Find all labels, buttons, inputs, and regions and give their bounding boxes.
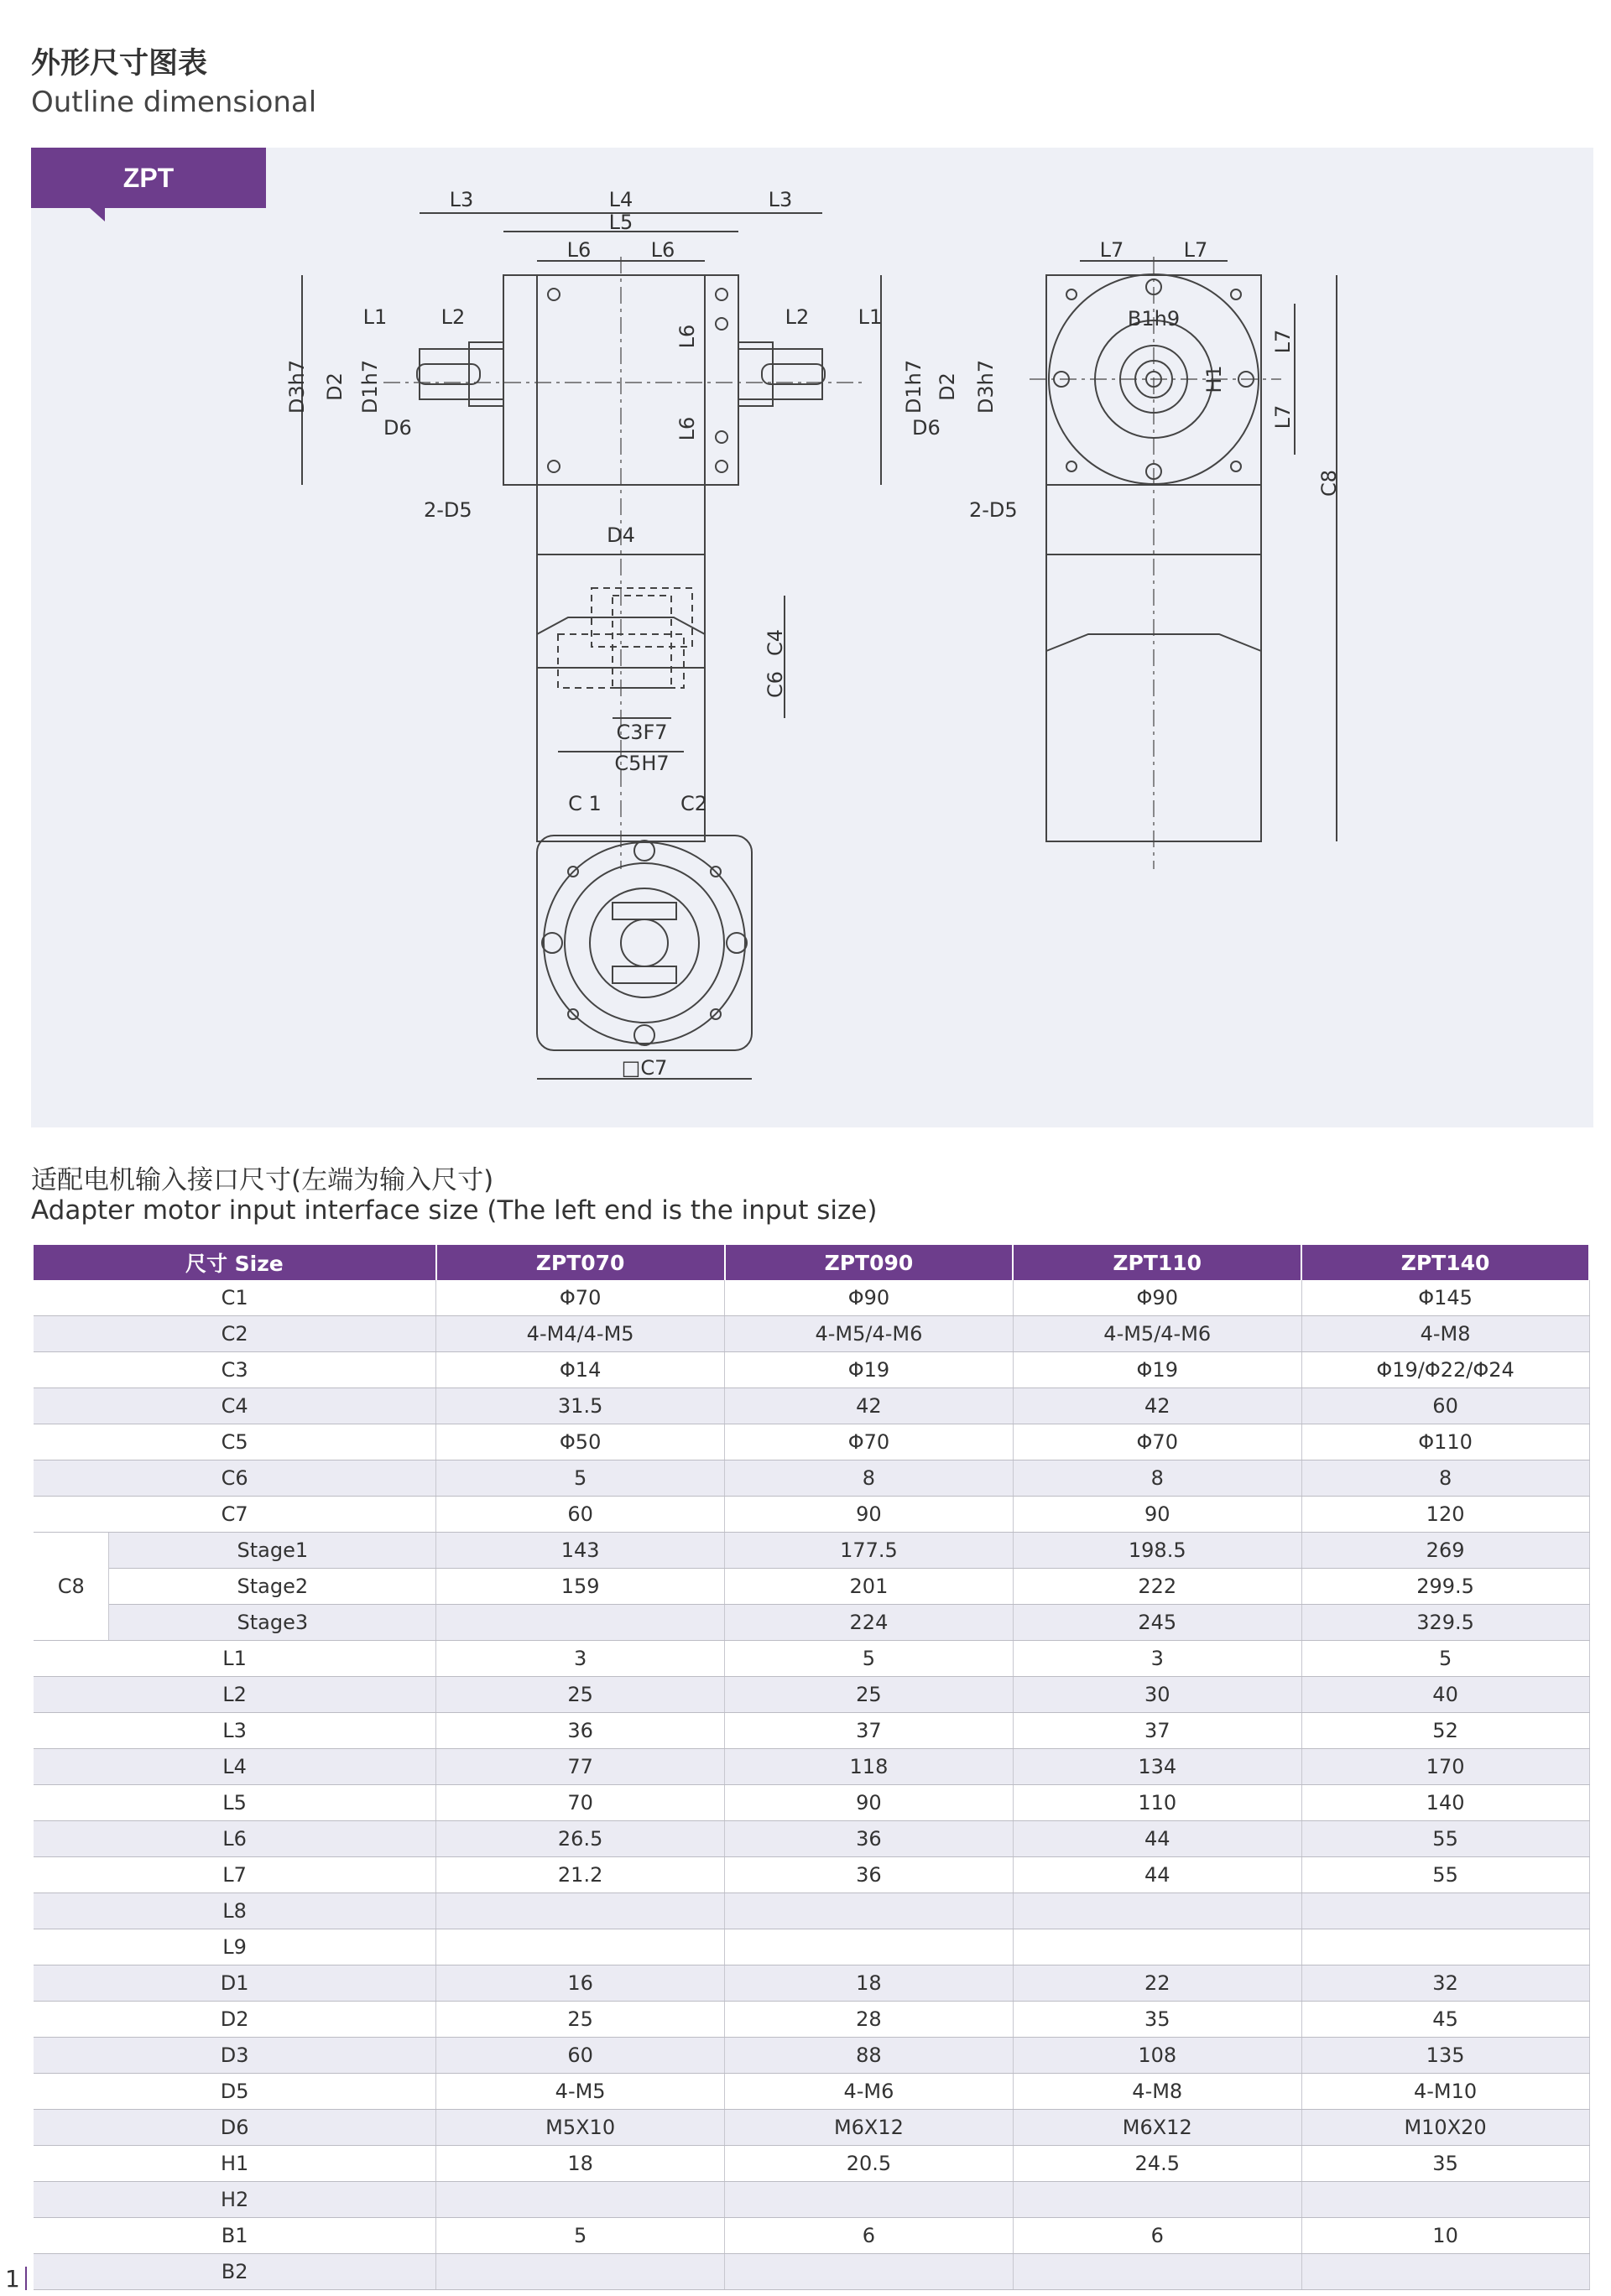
row-label: C6 [34,1460,436,1497]
row-label: L4 [34,1749,436,1785]
row-label: D3 [34,2038,436,2074]
table-row [34,2182,1589,2218]
table-row [34,1965,1589,2002]
row-label: D5 [34,2074,436,2110]
table-row [34,2002,1589,2038]
table-cell: 21.2 [436,1857,725,1893]
table-cell: 222 [1013,1569,1301,1605]
table-title-cn: 适配电机输入接口尺寸(左端为输入尺寸) [31,1165,494,1195]
row-label: H1 [34,2146,436,2182]
table-cell: 30 [1013,1677,1301,1713]
table-row [34,1280,1589,1316]
table-cell: 4-M4/4-M5 [436,1316,725,1352]
row-label: L2 [34,1677,436,1713]
table-cell: 177.5 [725,1533,1014,1569]
row-label: B1 [34,2218,436,2254]
section-title-cn: 外形尺寸图表 [31,47,208,81]
outline-drawing [31,148,1593,1127]
table-row [34,1749,1589,1785]
label-C6: C6 [764,670,787,699]
header-zpt140: ZPT140 [1301,1245,1589,1280]
table-cell: 25 [436,1677,725,1713]
table-row [34,1316,1589,1352]
table-cell [1013,1893,1301,1929]
table-cell: Φ90 [1013,1280,1301,1316]
table-cell [725,1893,1014,1929]
table-body [34,1280,1589,2290]
label-L2-right: L2 [785,305,810,329]
table-row [34,1929,1589,1965]
label-L1-left: L1 [362,305,388,329]
row-label: H2 [34,2182,436,2218]
table-cell: 44 [1013,1857,1301,1893]
table-cell: Φ145 [1301,1280,1589,1316]
table-row [34,2038,1589,2074]
table-cell: 224 [725,1605,1014,1641]
header-zpt090: ZPT090 [725,1245,1014,1280]
table-cell: 201 [725,1569,1014,1605]
row-label: L6 [34,1821,436,1857]
table-cell: 55 [1301,1857,1589,1893]
table-cell: 25 [725,1677,1014,1713]
table-cell: 18 [436,2146,725,2182]
technical-drawing-panel [31,148,1593,1127]
table-cell: 170 [1301,1749,1589,1785]
label-C3F7: C3F7 [616,721,668,744]
table-cell: 35 [1301,2146,1589,2182]
table-cell [436,1893,725,1929]
row-label: C5 [34,1424,436,1460]
table-cell: 140 [1301,1785,1589,1821]
table-cell: Φ70 [725,1424,1014,1460]
table-cell: 110 [1013,1785,1301,1821]
table-cell: 45 [1301,2002,1589,2038]
table-cell [436,1605,725,1641]
table-cell: 16 [436,1965,725,2002]
row-label: D6 [34,2110,436,2146]
label-L7-v2: L7 [1271,404,1295,430]
table-cell: 37 [1013,1713,1301,1749]
table-row [34,1893,1589,1929]
header-zpt110: ZPT110 [1013,1245,1301,1280]
table-cell: 60 [1301,1388,1589,1424]
label-C7: □C7 [621,1056,668,1080]
row-label: C3 [34,1352,436,1388]
row-label: D1 [34,1965,436,2002]
table-cell [1301,1893,1589,1929]
row-label: L8 [34,1893,436,1929]
table-cell: 20.5 [725,2146,1014,2182]
table-row [34,1677,1589,1713]
table-row [34,1497,1589,1533]
label-D2-left: D2 [323,372,347,401]
table-cell: 44 [1013,1821,1301,1857]
table-row [34,1857,1589,1893]
table-row [34,2110,1589,2146]
table-cell: M5X10 [436,2110,725,2146]
table-cell: 77 [436,1749,725,1785]
row-label: L3 [34,1713,436,1749]
label-H1: H1 [1202,365,1226,393]
table-row [34,2146,1589,2182]
table-cell [1013,1929,1301,1965]
table-cell: 32 [1301,1965,1589,2002]
table-row [34,2074,1589,2110]
row-label: D2 [34,2002,436,2038]
label-D2-right: D2 [936,372,959,401]
table-cell: 118 [725,1749,1014,1785]
stage-label: Stage1 [109,1533,436,1569]
table-cell: 26.5 [436,1821,725,1857]
table-cell: 159 [436,1569,725,1605]
table-cell: 10 [1301,2218,1589,2254]
table-cell: 4-M5 [436,2074,725,2110]
label-C8: C8 [1317,469,1341,497]
table-cell [1301,2182,1589,2218]
section-title-en: Outline dimensional [31,86,317,119]
table-cell: 60 [436,2038,725,2074]
table-cell [436,2254,725,2290]
label-C4: C4 [764,628,787,657]
table-cell: 55 [1301,1821,1589,1857]
label-D1h7-left: D1h7 [358,359,382,414]
table-cell: 18 [725,1965,1014,2002]
table-cell: 60 [436,1497,725,1533]
table-cell: 5 [725,1641,1014,1677]
label-2-D5-left: 2-D5 [424,498,472,522]
table-cell [725,2182,1014,2218]
table-row [34,2254,1589,2290]
label-L6-b: L6 [650,238,675,262]
table-row [34,2218,1589,2254]
table-cell [436,2182,725,2218]
table-cell: 42 [725,1388,1014,1424]
table-cell: M6X12 [725,2110,1014,2146]
row-label: L5 [34,1785,436,1821]
table-cell: 4-M6 [725,2074,1014,2110]
row-label: C2 [34,1316,436,1352]
table-cell: 4-M8 [1013,2074,1301,2110]
table-cell: 6 [1013,2218,1301,2254]
table-cell: 108 [1013,2038,1301,2074]
table-cell: 198.5 [1013,1533,1301,1569]
table-row [34,1713,1589,1749]
label-L6-v1: L6 [675,324,699,349]
table-row [34,1785,1589,1821]
label-L4: L4 [608,188,633,211]
label-C5H7: C5H7 [614,752,670,775]
table-cell: M6X12 [1013,2110,1301,2146]
table-cell: M10X20 [1301,2110,1589,2146]
table-cell: 4-M8 [1301,1316,1589,1352]
table-cell: 35 [1013,2002,1301,2038]
c8-group-label: C8 [34,1533,109,1641]
table-cell: 8 [1013,1460,1301,1497]
row-label: C4 [34,1388,436,1424]
table-cell [1301,1929,1589,1965]
table-cell: 42 [1013,1388,1301,1424]
table-cell: 269 [1301,1533,1589,1569]
table-cell [725,2254,1014,2290]
table-cell: 135 [1301,2038,1589,2074]
table-row [34,1641,1589,1677]
table-row [34,1460,1589,1497]
table-cell: 4-M10 [1301,2074,1589,2110]
table-row [34,1388,1589,1424]
table-cell: Φ14 [436,1352,725,1388]
row-label: L7 [34,1857,436,1893]
table-cell: 88 [725,2038,1014,2074]
label-C1: C 1 [568,792,602,815]
label-D3h7-left: D3h7 [285,359,309,414]
table-cell: 31.5 [436,1388,725,1424]
page-number-bar [25,2267,27,2290]
table-cell: Φ19 [725,1352,1014,1388]
row-label: L9 [34,1929,436,1965]
table-cell [725,1929,1014,1965]
table-cell: Φ70 [1013,1424,1301,1460]
table-cell: Φ90 [725,1280,1014,1316]
header-size: 尺寸 Size [34,1245,436,1280]
label-L2-left: L2 [441,305,466,329]
table-cell: 37 [725,1713,1014,1749]
table-cell: 120 [1301,1497,1589,1533]
table-cell: 299.5 [1301,1569,1589,1605]
stage-label: Stage2 [109,1569,436,1605]
label-L3-left: L3 [449,188,474,211]
label-D6-right: D6 [912,416,941,440]
table-cell: 5 [436,1460,725,1497]
table-row [34,1424,1589,1460]
row-label: L1 [34,1641,436,1677]
table-cell: 28 [725,2002,1014,2038]
table-cell: 25 [436,2002,725,2038]
label-D6-left: D6 [383,416,412,440]
table-cell: 4-M5/4-M6 [1013,1316,1301,1352]
table-cell: 8 [725,1460,1014,1497]
table-row [34,1569,1589,1605]
table-cell: 3 [436,1641,725,1677]
page-number: 1 [5,2265,20,2293]
table-cell: 8 [1301,1460,1589,1497]
table-cell: 6 [725,2218,1014,2254]
table-cell: 70 [436,1785,725,1821]
label-L6-a: L6 [566,238,592,262]
table-cell: 245 [1013,1605,1301,1641]
table-cell: 4-M5/4-M6 [725,1316,1014,1352]
header-zpt070: ZPT070 [436,1245,725,1280]
table-cell: 90 [725,1497,1014,1533]
label-L1-right: L1 [858,305,883,329]
table-cell: 5 [436,2218,725,2254]
table-cell [1301,2254,1589,2290]
label-L6-v2: L6 [675,416,699,441]
table-cell [1013,2182,1301,2218]
table-cell: 36 [725,1821,1014,1857]
table-header-row [34,1245,1589,1280]
row-label: C1 [34,1280,436,1316]
table-row [34,1821,1589,1857]
model-badge: ZPT [31,148,266,208]
label-L7-v1: L7 [1271,329,1295,354]
table-cell: 24.5 [1013,2146,1301,2182]
table-cell: 134 [1013,1749,1301,1785]
label-L7-a: L7 [1099,238,1124,262]
label-L7-b: L7 [1183,238,1208,262]
table-cell: 90 [1013,1497,1301,1533]
dimension-table [34,1245,1590,2290]
table-row [34,1533,1589,1569]
label-B1h9: B1h9 [1127,307,1181,331]
table-cell: 36 [725,1857,1014,1893]
table-cell: 36 [436,1713,725,1749]
row-label: C7 [34,1497,436,1533]
label-L3-right: L3 [768,188,793,211]
label-C2: C2 [680,792,708,815]
stage-label: Stage3 [109,1605,436,1641]
table-cell: Φ110 [1301,1424,1589,1460]
label-2-D5-right: 2-D5 [969,498,1018,522]
table-row [34,1605,1589,1641]
table-cell: 40 [1301,1677,1589,1713]
row-label: B2 [34,2254,436,2290]
table-cell: 90 [725,1785,1014,1821]
table-cell: Φ70 [436,1280,725,1316]
label-D4: D4 [607,523,635,547]
table-row [34,1352,1589,1388]
table-cell: Φ50 [436,1424,725,1460]
table-title-en: Adapter motor input interface size (The left end is the input size) [31,1195,878,1226]
table-cell [436,1929,725,1965]
table-cell: 3 [1013,1641,1301,1677]
table-cell: 329.5 [1301,1605,1589,1641]
table-cell: 52 [1301,1713,1589,1749]
label-D1h7-right: D1h7 [902,359,925,414]
table-cell: Φ19/Φ22/Φ24 [1301,1352,1589,1388]
label-L5: L5 [608,211,633,234]
table-cell: 22 [1013,1965,1301,2002]
label-D3h7-right: D3h7 [974,359,998,414]
table-cell: 143 [436,1533,725,1569]
table-cell: 5 [1301,1641,1589,1677]
table-cell [1013,2254,1301,2290]
table-cell: Φ19 [1013,1352,1301,1388]
